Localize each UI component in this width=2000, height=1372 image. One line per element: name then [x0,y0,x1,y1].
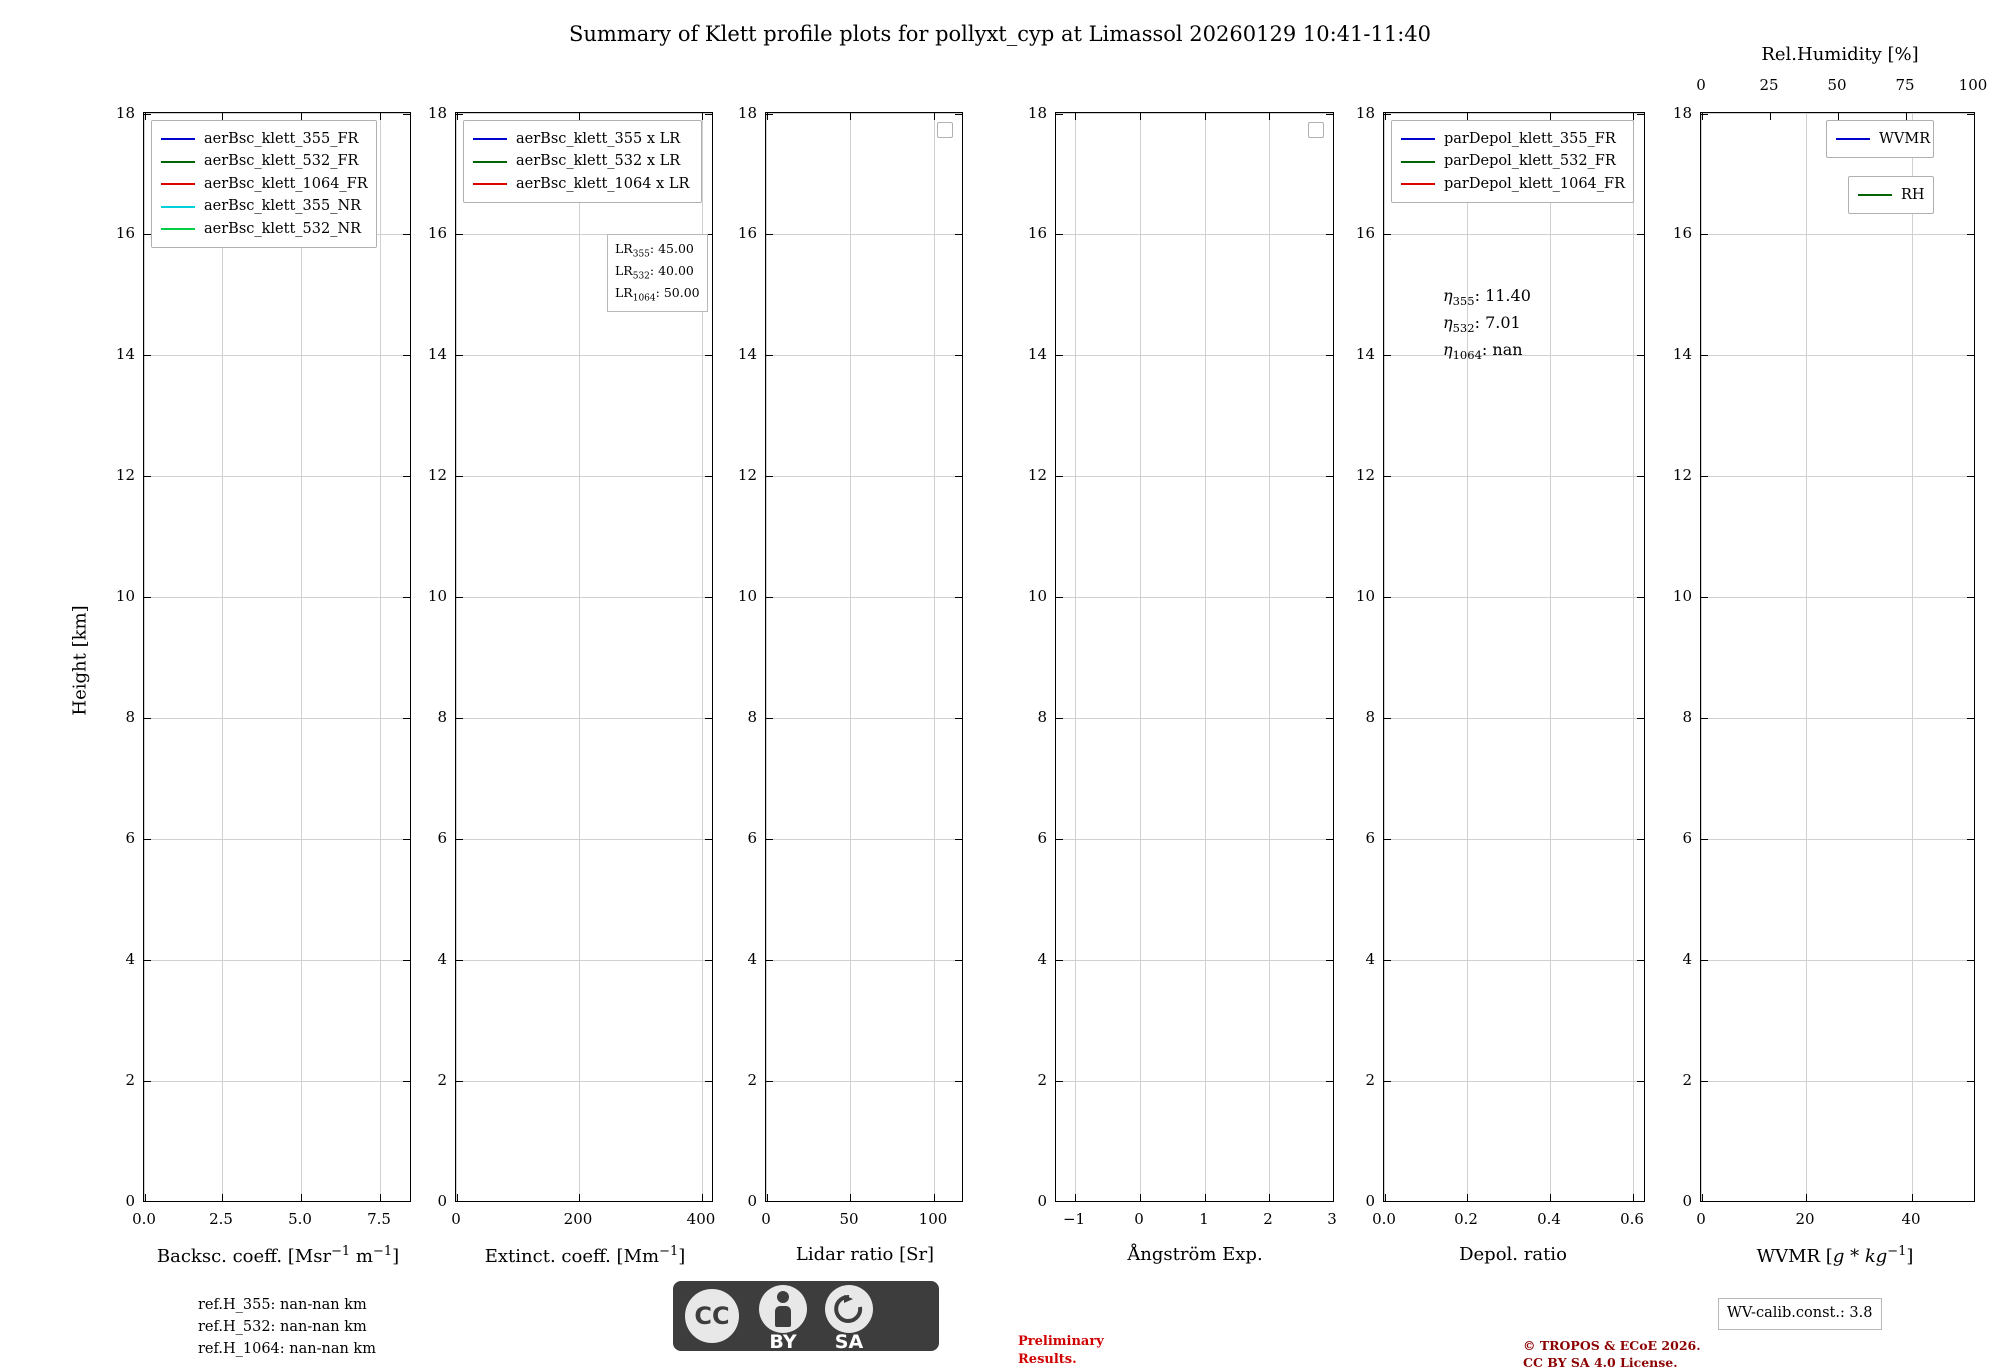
copyright-line-2: CC BY SA 4.0 License. [1523,1354,1678,1370]
panel-angstrom [1027,104,1337,1265]
lr-532-value: 40.00 [658,263,694,278]
y-tick-label: 8 [1682,708,1692,726]
lr-355-subscript: 355 [632,249,650,260]
ref-h-355: ref.H_355: nan-nan km [198,1297,367,1313]
x-tick-label: 50 [839,1210,859,1228]
eta-1064-line: $\eta_{1064}$: nan [1443,340,1523,363]
x-tick-label: 2 [1263,1210,1273,1228]
y-tick-label: 2 [1365,1071,1375,1089]
eta-1064-subscript: 1064 [1452,348,1482,363]
by-label: BY [769,1331,797,1353]
lr-1064-value: 50.00 [663,285,700,300]
preliminary-results-note [1018,1333,1104,1368]
x-tick-label: 0.0 [132,1210,156,1228]
y-tick-label: 14 [1027,345,1047,363]
panel-lidar-ratio [737,104,963,1265]
panel-extinction [427,104,716,1267]
wv-calib-value: WV-calib.const.: 3.8 [1727,1305,1873,1321]
by-person-head [777,1291,789,1303]
legend-swatch-355-fr [161,138,195,140]
y-tick-label: 16 [737,224,757,242]
legend-item[interactable] [1401,173,1624,195]
lr-355-line: $LR_{355}$: 45.00 [615,241,694,260]
eta-532-symbol: η [1443,313,1453,333]
eta-355-value: 11.40 [1485,286,1531,305]
legend-label: parDepol_klett_1064_FR [1444,175,1626,192]
legend-item[interactable] [1401,128,1624,150]
y-tick-label: 8 [437,708,447,726]
legend-depol-ratio[interactable] [1391,120,1634,203]
y-tick-label: 12 [115,466,135,484]
y-tick-label: 6 [437,829,447,847]
y-tick-label: 16 [427,224,447,242]
legend-swatch-wvmr [1836,138,1870,140]
y-tick-label: 8 [125,708,135,726]
x-tick-label: 0 [451,1210,461,1228]
legend-swatch-ext-532 [473,161,507,163]
legend-wvmr[interactable] [1826,120,1934,158]
y-tick-label: 4 [125,950,135,968]
y-tick-label: 12 [427,466,447,484]
y-tick-label: 16 [1027,224,1047,242]
legend-label: WVMR [1879,131,1931,147]
legend-swatch-depol-355 [1401,138,1435,140]
legend-label: aerBsc_klett_1064_FR [204,175,368,192]
x-axis-label-wvmr: WVMR $[g * kg^{-1}]$ [1756,1244,1914,1267]
y-tick-label: 2 [437,1071,447,1089]
y-tick-label: 12 [1672,466,1692,484]
legend-swatch-depol-1064 [1401,183,1435,185]
legend-item[interactable] [1858,184,1924,206]
cc-circle-label: CC [694,1302,730,1330]
y-tick-label: 10 [1672,587,1692,605]
legend-item[interactable] [161,218,367,240]
eta-532-subscript: 532 [1452,321,1475,336]
sa-label: SA [834,1331,864,1353]
lr-532-line: $LR_{532}$: 40.00 [615,263,694,282]
panel-depol-ratio [1355,104,1645,1265]
copyright-note [1523,1338,1701,1372]
lidar-ratio-annotation [607,234,708,312]
x-tick-label: 1 [1199,1210,1209,1228]
x-axis-label-lidar-ratio: Lidar ratio [Sr] [795,1244,935,1265]
x-tick-label: 0.0 [1372,1210,1396,1228]
y-tick-label: 14 [427,345,447,363]
legend-angstrom-empty[interactable] [1308,122,1324,138]
y-axis-label: Height [km] [69,605,91,716]
y-tick-label: 18 [115,104,135,122]
x-tick-label: 0.2 [1454,1210,1478,1228]
y-tick-label: 12 [1355,466,1375,484]
legend-item[interactable] [161,150,367,172]
x-axis-label-extinction: Extinct. coeff. $[Mm^{-1}]$ [484,1244,686,1267]
x-tick-label: 3 [1327,1210,1337,1228]
legend-label: aerBsc_klett_532_FR [204,153,359,170]
top-x-tick-label: 50 [1827,76,1847,94]
legend-label: aerBsc_klett_532_NR [204,220,362,237]
legend-label: aerBsc_klett_1064 x LR [516,175,690,192]
ref-h-532: ref.H_532: nan-nan km [198,1318,367,1335]
lr-355-value: 45.00 [658,241,694,256]
y-tick-label: 6 [1682,829,1692,847]
legend-label: RH [1901,187,1925,203]
wv-calib-note [1718,1298,1882,1330]
y-tick-label: 4 [1682,950,1692,968]
y-tick-label: 18 [1355,104,1375,122]
y-tick-label: 18 [737,104,757,122]
cc-badge-background [673,1281,939,1351]
lr-1064-subscript: 1064 [632,293,656,304]
x-tick-label: 7.5 [367,1210,391,1228]
copyright-line-1: © TROPOS & ECoE 2026. [1523,1338,1701,1353]
x-tick-label: 400 [686,1210,716,1228]
legend-swatch-1064-fr [161,183,195,185]
y-tick-label: 8 [1365,708,1375,726]
y-tick-label: 0 [1037,1192,1047,1210]
top-x-tick-label: 100 [1958,76,1988,94]
x-tick-label: 200 [563,1210,593,1228]
y-tick-label: 14 [737,345,757,363]
y-tick-label: 8 [1037,708,1047,726]
lr-1064-line: $LR_{1064}$: 50.00 [615,285,700,304]
top-axis-label-rel-humidity: Rel.Humidity [%] [1761,44,1919,65]
y-tick-label: 14 [1672,345,1692,363]
x-tick-label: 0 [1696,1210,1706,1228]
eta-532-value: 7.01 [1485,313,1521,333]
y-tick-label: 10 [737,587,757,605]
plot-area-angstrom[interactable] [1055,112,1334,1202]
legend-label: aerBsc_klett_355_NR [204,198,362,215]
legend-extinction[interactable] [463,120,702,203]
legend-swatch-532-fr [161,161,195,163]
legend-swatch-depol-532 [1401,161,1435,163]
y-tick-label: 14 [115,345,135,363]
x-tick-label: 20 [1795,1210,1815,1228]
y-tick-label: 2 [125,1071,135,1089]
y-tick-label: 6 [747,829,757,847]
y-tick-label: 0 [125,1192,135,1210]
ref-h-1064: ref.H_1064: nan-nan km [198,1340,376,1357]
eta-355-subscript: 355 [1452,294,1475,309]
x-tick-label: 0 [1134,1210,1144,1228]
y-tick-label: 6 [1365,829,1375,847]
y-tick-label: 6 [1037,829,1047,847]
y-tick-label: 16 [115,224,135,242]
panel-wvmr [1672,44,1988,1267]
x-axis-label-backscatter: Backsc. coeff. [Msr$^{-1}$ $m^{-1}$] [156,1244,400,1267]
sa-arrow-icon [834,1294,864,1324]
lr-532-symbol: LR [615,263,633,278]
x-tick-label: 100 [918,1210,948,1228]
legend-swatch-ext-355 [473,138,507,140]
y-tick-label: 0 [1682,1192,1692,1210]
reference-heights-note [198,1295,376,1360]
eta-532-line: $\eta_{532}$: 7.01 [1443,313,1521,336]
y-tick-label: 0 [437,1192,447,1210]
eta-annotation [1443,284,1531,365]
y-tick-label: 14 [1355,345,1375,363]
y-tick-label: 8 [747,708,757,726]
x-tick-label: 5.0 [288,1210,312,1228]
legend-item[interactable] [161,195,367,217]
y-tick-label: 10 [1027,587,1047,605]
y-tick-label: 18 [1672,104,1692,122]
legend-item[interactable] [473,150,692,172]
legend-swatch-355-nr [161,206,195,208]
legend-item[interactable] [1836,128,1931,150]
x-tick-label: 40 [1901,1210,1921,1228]
cc-license-badge[interactable] [670,1278,942,1354]
y-tick-label: 12 [1027,466,1047,484]
eta-355-line: $\eta_{355}$: 11.40 [1443,286,1531,309]
y-tick-label: 10 [115,587,135,605]
y-tick-label: 10 [1355,587,1375,605]
legend-item[interactable] [161,128,367,150]
y-tick-label: 2 [747,1071,757,1089]
legend-label: aerBsc_klett_355 x LR [516,131,681,147]
legend-label: parDepol_klett_355_FR [1444,131,1616,147]
x-axis-label-angstrom: Ångström Exp. [1127,1244,1263,1265]
lr-355-symbol: LR [615,241,633,256]
plot-area-lidar-ratio[interactable] [765,112,963,1202]
preliminary-line-2: Results. [1018,1351,1077,1367]
plot-area-wvmr[interactable] [1700,112,1975,1202]
legend-swatch-rh [1858,194,1892,196]
y-tick-label: 6 [125,829,135,847]
y-tick-label: 4 [437,950,447,968]
y-tick-label: 12 [737,466,757,484]
page-title: Summary of Klett profile plots for pollyxt_cyp at Limassol 20260129 10:41-11:40 [568,22,1431,46]
y-tick-label: 16 [1672,224,1692,242]
y-tick-label: 18 [1027,104,1047,122]
eta-1064-symbol: η [1443,340,1453,360]
legend-item[interactable] [1401,150,1624,172]
x-axis-label-depol-ratio: Depol. ratio [1459,1244,1567,1265]
legend-swatch-532-nr [161,228,195,230]
legend-lidar-ratio-empty[interactable] [937,122,953,138]
by-person-body [775,1306,791,1327]
y-tick-label: 10 [427,587,447,605]
y-tick-label: 18 [427,104,447,122]
plot-area-backscatter[interactable] [143,112,411,1202]
x-tick-label: 0.4 [1537,1210,1561,1228]
legend-item[interactable] [161,173,367,195]
lr-1064-symbol: LR [615,285,633,300]
legend-label: parDepol_klett_532_FR [1444,153,1616,170]
preliminary-line-1: Preliminary [1018,1334,1104,1349]
legend-label: aerBsc_klett_355_FR [204,131,359,147]
y-tick-label: 2 [1682,1071,1692,1089]
top-x-tick-label: 25 [1759,76,1779,94]
y-tick-label: 2 [1037,1071,1047,1089]
panel-backscatter [115,104,411,1267]
y-tick-label: 4 [747,950,757,968]
x-tick-label: −1 [1062,1210,1086,1228]
x-tick-label: 2.5 [209,1210,233,1228]
y-tick-label: 0 [747,1192,757,1210]
y-tick-label: 4 [1365,950,1375,968]
y-tick-label: 0 [1365,1192,1375,1210]
x-tick-label: 0 [761,1210,771,1228]
legend-rh[interactable] [1848,176,1934,214]
lr-532-subscript: 532 [632,271,650,282]
eta-1064-value: nan [1492,340,1523,360]
legend-item[interactable] [473,128,692,150]
y-tick-label: 16 [1355,224,1375,242]
legend-label: aerBsc_klett_532 x LR [516,153,681,170]
legend-backscatter[interactable] [151,120,377,248]
eta-355-symbol: η [1443,286,1453,305]
x-tick-label: 0.6 [1620,1210,1644,1228]
top-x-tick-label: 75 [1895,76,1915,94]
legend-item[interactable] [473,173,692,195]
plot-area-depol-ratio[interactable] [1383,112,1645,1202]
top-x-tick-label: 0 [1696,76,1706,94]
legend-swatch-ext-1064 [473,183,507,185]
y-tick-label: 4 [1037,950,1047,968]
